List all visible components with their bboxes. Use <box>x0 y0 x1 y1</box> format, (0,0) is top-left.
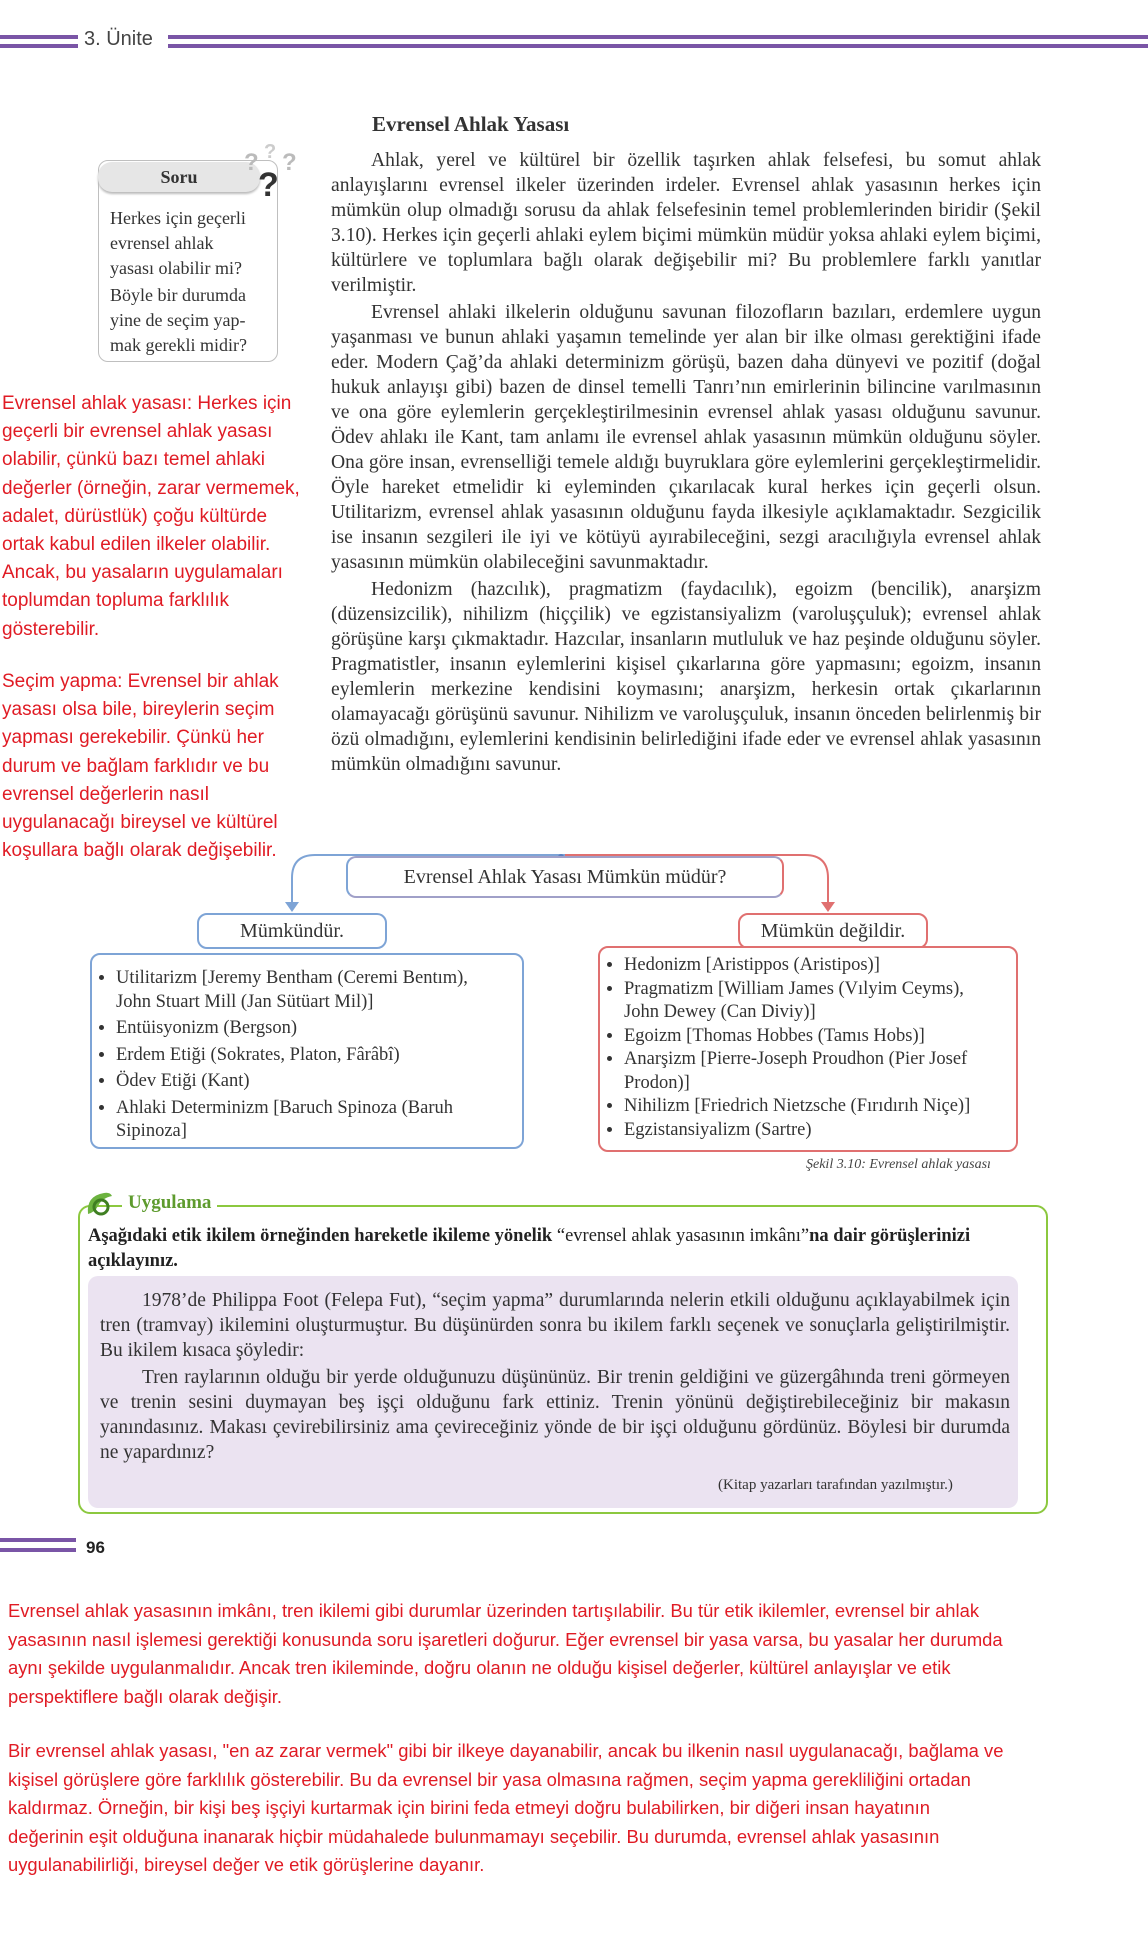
list-item: • Hedonizm [Aristippos (Aristipos)] <box>624 954 998 978</box>
diagram-no-list <box>598 946 1018 1152</box>
annotation-choice: Seçim yapma: Evrensel bir ahlak yasası olsa bile, bireylerin seçim yapması gerekebilir. Çünkü her durum ve bağlam farklıdır ve bu evrensel değerlerin nasıl uygulanacağı bireysel ve kültürel koşullara bağlı olarak değişebilir. <box>2 671 279 862</box>
list-item: • Ahlaki Determinizm [Baruch Spinoza (Baruh Sipinoza] <box>116 1097 504 1144</box>
article-paragraph-2: Evrensel ahlaki ilkelerin olduğunu savunan filozofların bazıları, erdemlere uygun yaşanması ve bunun ahlaki yaşamın temelinde yer alan bir ilke olması gerektiğini ifade eder. Modern Çağ’da ahlaki determinizm görüşü, bazen daha dünyevi ve pozitif (doğal hukuk anlayışı gibi) bazen de dinsel temelli Tanrı’nın emirlerinin bilincine varılmasının ve ona göre eylemlerin gerçekleştirilmesinin evrensel ahlak yasası olduğunu savunur. Ödev ahlakı ile Kant, tam anlamı ile evrensel ahlak yasasının mümkün olduğunu söyler. Ona göre insan, evrenselliği temele aldığı buyruklara göre eylemlerini gerçekleştirmelidir. Öyle hareket etmelidir ki eyleminden çıkarılacak kural herkes için geçerli olsun. Utilitarizm, evrensel ahlak yasasının olduğunu fayda ilkesiyle açıklamaktadır. Sezgicilik ise insanın sezgileri ile iyi ve kötüyü ayırabileceğini, sezgi aracılığıyla evrensel ahlak yasasının mümkün olabileceğini savunmaktadır. <box>331 302 1041 573</box>
list-item: • Entüisyonizm (Bergson) <box>116 1017 504 1041</box>
list-item: • Egzistansiyalizm (Sartre) <box>624 1119 998 1143</box>
article-paragraph-3: Hedonizm (hazcılık), pragmatizm (faydacılık), egoizm (bencilik), anarşizm (düzensizcilik), nihilizm (hiççilik) ve egzistansiyalizm (varoluşçuluk); evrensel ahlak görüşüne karşı çıkmaktadır. Hazcılar, insanların mutluluk ve haz peşinde olduğunu söyler. Pragmatistler, insanın eylemlerini kişisel çıkarlarına göre yapmasını; egoizm, insanın eylemlerin merkezine kendisini koymasını; anarşizm, herkesin ortak çıkarlarının olamayacağı görüşünü savunur. Nihilizm ve varoluşçuluk, insanın önceden belirlenmiş bir özü olmadığını, eylemlerini kendisinin belirlediğini ifade eder ve evrensel ahlak yasasının mümkün olmadığını savunur. <box>331 579 1041 775</box>
svg-text:?: ? <box>282 149 297 176</box>
case-text <box>100 1288 1010 1467</box>
list-item: • Egoizm [Thomas Hobbes (Tamıs Hobs)] <box>624 1025 998 1049</box>
svg-text:?: ? <box>264 141 277 163</box>
article-heading: Evrensel Ahlak Yasası <box>372 112 570 136</box>
case-paragraph-2: Tren raylarının olduğu bir yerde olduğunuzu düşününüz. Bir trenin geldiğini ve güzergâhında treni görmeyen ve trenin sesini duymayan beş işçi olduğunu fark ettiniz. Trenin yönünü değiştirebileceğiniz bir makasın yanındasınız. Makası çevirebilirsiniz ama çevireceğiniz yönde de bir işçi olduğunu gördünüz. Böylesi bir durumda ne yapardınız? <box>100 1367 1010 1463</box>
practice-logo-icon <box>84 1190 114 1218</box>
annotation-universal-law: Evrensel ahlak yasası: Herkes için geçerli bir evrensel ahlak yasası olabilir, çünkü bazı temel ahlaki değerler (örneğin, zarar vermemek, adalet, dürüstlük) çoğu kültürde ortak kabul edilen ilkeler olabilir. Ancak, bu yasaların uygulamaları toplumdan topluma farklılık gösterebilir. <box>2 393 300 640</box>
list-item: • Utilitarizm [Jeremy Bentham (Ceremi Bentım), John Stuart Mill (Jan Sütüart Mil)] <box>116 967 504 1014</box>
article-paragraph-1: Ahlak, yerel ve kültürel bir özellik taşırken ahlak felsefesi, bu somut ahlak anlayışlarını evrensel ilkeler üzerinden irdeler. Evrensel ahlak yasasının herkes için mümkün olup olmadığı sorusu da ahlak felsefesinin temel problemlerinden biridir (Şekil 3.10). Herkes için geçerli ahlaki eylem biçimi mümkün müdür yoksa ahlaki eylem biçimi, kültürlere ve toplumlara bağlı olarak değişebilir mi? Bu problemlere farklı yanıtlar verilmiştir. <box>331 150 1041 296</box>
footer-band-1 <box>0 1538 76 1542</box>
list-item: • Pragmatizm [William James (Vılyim Ceyms), John Dewey (Can Diviy)] <box>624 978 998 1025</box>
unit-title: 3. Ünite <box>84 28 153 50</box>
question-tab: Soru <box>98 162 260 192</box>
practice-title: Uygulama <box>122 1192 217 1214</box>
diagram-yes-label: Mümkündür. <box>197 913 387 949</box>
diagram-yes-list <box>90 953 524 1149</box>
list-item: • Ödev Etiği (Kant) <box>116 1070 504 1094</box>
list-item: • Anarşizm [Pierre-Joseph Proudhon (Pier Josef Prodon)] <box>624 1048 998 1095</box>
case-paragraph-1: 1978’de Philippa Foot (Felepa Fut), “seçim yapma” durumlarında nelerin etkili olduğunu açıklayabilmek için tren (tramvay) ikilemini oluşturmuştur. Bu düşünürden sonra bu ikilem farklı seçenek ve sonuçlarla geliştirilmiştir. Bu ikilem kısaca şöyledir: <box>100 1290 1010 1361</box>
question-text: Herkes için geçerli evrensel ahlak yasası olabilir mi? Böyle bir durumda yine de seçim yap- mak gerekli midir? <box>110 208 247 355</box>
page-number: 96 <box>86 1538 105 1557</box>
svg-text:?: ? <box>244 149 259 176</box>
annotation-least-harm: Bir evrensel ahlak yasası, "en az zarar vermek" gibi bir ilkeye dayanabilir, ancak bu ilkenin nasıl uygulanacağı, bağlama ve kişisel görüşlere göre farklılık gösterebilir. Bu da evrensel bir yasa olmasına rağmen, seçim yapma gerekliliğini ortadan kaldırmaz. Örneğin, bir kişi beş işçiyi kurtarmak için birini feda etmeyi doğru bulabilirken, bir diğeri insan hayatının değerinin eşit olduğuna inanarak hiçbir müdahalede bulunmamayı seçebilir. Bu durumda, evrensel ahlak yasasının uygulanabilirliği, bireysel değer ve etik görüşlerine dayanır. <box>8 1740 1004 1875</box>
footer-band-2 <box>0 1548 76 1552</box>
list-item: • Nihilizm [Friedrich Nietzsche (Fırıdırıh Niçe)] <box>624 1095 998 1119</box>
diagram-question: Evrensel Ahlak Yasası Mümkün müdür? <box>346 856 784 898</box>
case-source: (Kitap yazarları tarafından yazılmıştır.) <box>718 1477 953 1493</box>
list-item: • Erdem Etiği (Sokrates, Platon, Fârâbî) <box>116 1044 504 1068</box>
practice-instruction: Aşağıdaki etik ikilem örneğinden hareketle ikileme yönelik “evrensel ahlak yasasının imkânı”na dair görüşlerinizi açıklayınız. <box>88 1226 971 1271</box>
svg-text:?: ? <box>258 166 279 200</box>
figure-caption: Şekil 3.10: Evrensel ahlak yasası <box>806 1157 991 1172</box>
diagram-no-label: Mümkün değildir. <box>738 913 928 949</box>
annotation-trolley-discussion: Evrensel ahlak yasasının imkânı, tren ikilemi gibi durumlar üzerinden tartışılabilir. Bu tür etik ikilemler, evrensel bir ahlak yasasının nasıl işlemesi gerektiği konusunda soru işaretleri doğurur. Eğer evrensel bir yasa varsa, bu yasalar her durumda aynı şekilde uygulanmalıdır. Ancak tren ikileminde, doğru olanın ne olduğu kişisel değerler, kültürel anlayışlar ve etik perspektiflere bağlı olarak değişir. <box>8 1600 1003 1707</box>
